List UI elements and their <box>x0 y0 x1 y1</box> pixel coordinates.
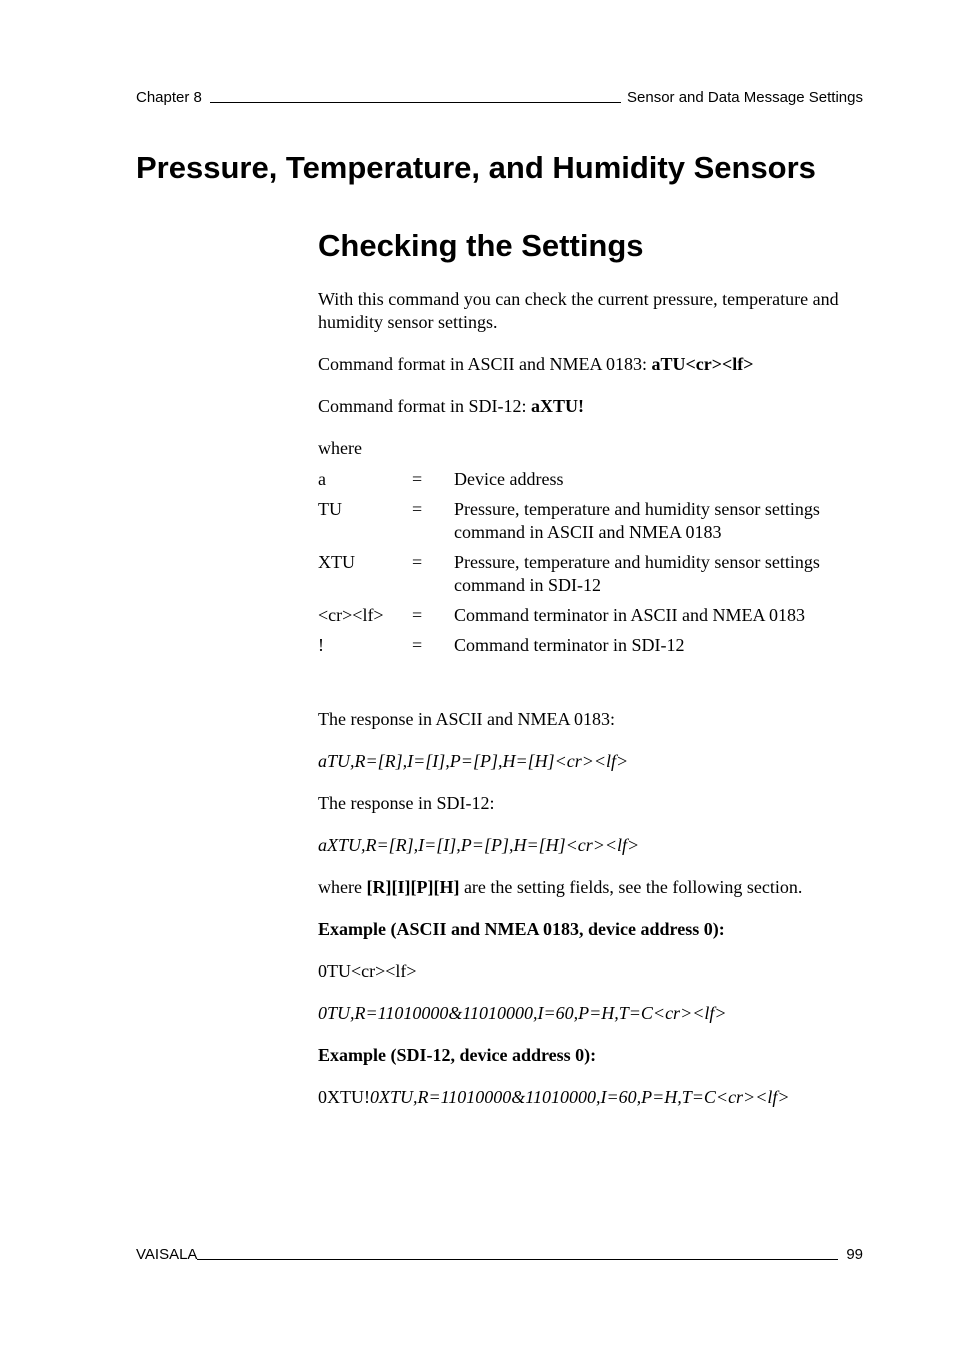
intro-paragraph: With this command you can check the current pressure, temperature and humidity sensor settings. <box>318 289 839 332</box>
footer-rule <box>197 1259 838 1260</box>
definition-term: XTU <box>318 552 355 572</box>
definition-equals: = <box>412 469 423 489</box>
definition-equals: = <box>412 635 423 655</box>
header-section: Sensor and Data Message Settings <box>627 89 863 106</box>
running-header <box>136 86 863 106</box>
definition-row <box>318 551 866 604</box>
definition-equals: = <box>412 552 423 572</box>
where-label: where <box>318 438 362 458</box>
definition-row <box>318 604 866 634</box>
response-sdi-label: The response in SDI-12: <box>318 793 495 813</box>
fields-note-fields: [R][I][P][H] <box>366 877 460 897</box>
response-ascii-label: The response in ASCII and NMEA 0183: <box>318 709 615 729</box>
command-sdi-value: aXTU! <box>530 396 584 416</box>
definition-equals: = <box>412 605 423 625</box>
header-chapter: Chapter 8 <box>136 89 202 106</box>
example1-command: 0TU<cr><lf> <box>318 961 417 981</box>
example1-response: 0TU,R=11010000&11010000,I=60,P=H,T=C<cr><lf> <box>318 1003 727 1023</box>
running-footer <box>136 1243 863 1263</box>
definition-term: a <box>318 469 326 489</box>
definition-row <box>318 468 866 498</box>
fields-note <box>318 876 866 899</box>
page-title: Pressure, Temperature, and Humidity Sensors <box>136 150 816 185</box>
command-ascii <box>318 353 866 376</box>
body-text <box>318 288 866 1128</box>
definition-term: TU <box>318 499 342 519</box>
fields-note-suffix: are the setting fields, see the following section. <box>459 877 803 897</box>
response-sdi: aXTU,R=[R],I=[I],P=[P],H=[H]<cr><lf> <box>318 835 640 855</box>
command-ascii-value: aTU<cr><lf> <box>651 354 754 374</box>
response-ascii: aTU,R=[R],I=[I],P=[P],H=[H]<cr><lf> <box>318 751 629 771</box>
example1-heading: Example (ASCII and NMEA 0183, device address 0): <box>318 919 725 939</box>
example2-response: 0XTU,R=11010000&11010000,I=60,P=H,T=C<cr><lf> <box>370 1087 790 1107</box>
definition-equals: = <box>412 499 423 519</box>
definition-term: <cr><lf> <box>318 605 384 625</box>
definition-row <box>318 634 866 664</box>
command-sdi-label: Command format in SDI-12: <box>318 396 531 416</box>
command-sdi <box>318 395 866 418</box>
definition-term: ! <box>318 635 324 655</box>
definitions-table <box>318 468 866 664</box>
definition-description: Pressure, temperature and humidity sensor settings command in SDI-12 <box>454 552 820 595</box>
section-title: Checking the Settings <box>318 228 644 263</box>
example2-command: 0XTU! <box>318 1087 370 1107</box>
fields-note-prefix: where <box>318 877 367 897</box>
definition-description: Command terminator in SDI-12 <box>454 635 685 655</box>
footer-brand: VAISALA <box>136 1246 198 1263</box>
example2-heading: Example (SDI-12, device address 0): <box>318 1045 597 1065</box>
definition-description: Command terminator in ASCII and NMEA 0183 <box>454 605 805 625</box>
definition-description: Device address <box>454 469 564 489</box>
definition-description: Pressure, temperature and humidity sensor settings command in ASCII and NMEA 0183 <box>454 499 820 542</box>
page-number: 99 <box>846 1246 863 1263</box>
command-ascii-label: Command format in ASCII and NMEA 0183: <box>318 354 652 374</box>
header-rule <box>210 102 621 103</box>
example2-line <box>318 1086 866 1109</box>
definition-row <box>318 498 866 551</box>
